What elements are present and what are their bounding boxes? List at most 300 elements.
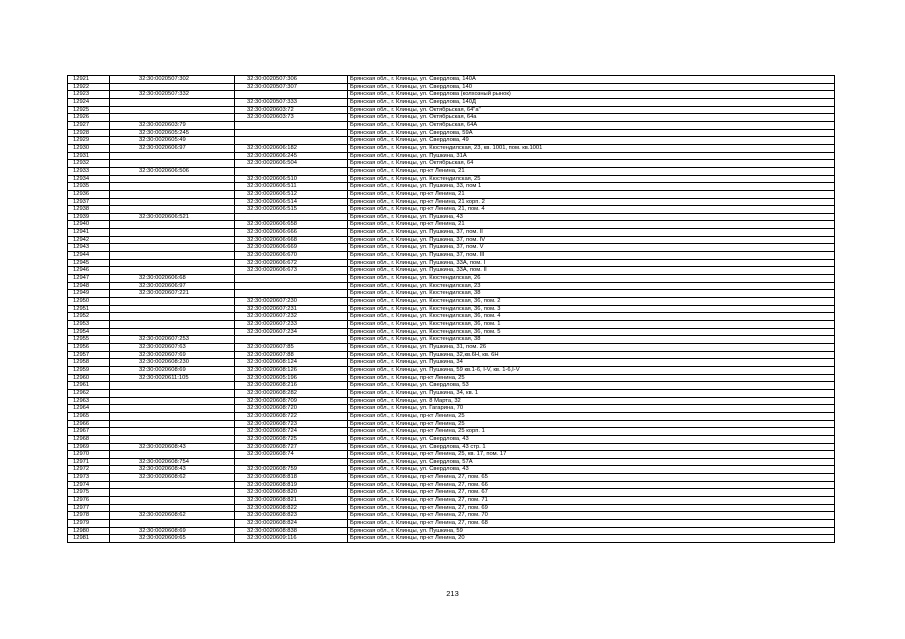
table-row [68,474,835,482]
table-row [68,298,835,306]
cadastral-number: 32:30:0020606:97 [110,144,235,152]
table-row [68,466,835,474]
table-body [68,76,835,543]
cadastral-number [110,504,235,512]
row-number: 12941 [68,229,110,237]
address-cell: Брянская обл., г. Клинцы, ул. Свердлова, 57А [348,458,835,466]
cadastral-number [110,298,235,306]
cadastral-number [110,481,235,489]
object-cadastral-number: 32:30:0020606:515 [235,206,348,214]
row-number: 12981 [68,535,110,543]
table-row [68,343,835,351]
table-row [68,290,835,298]
cadastral-number [110,252,235,260]
address-cell: Брянская обл., г. Клинцы, ул. Пушкина, 37, пом. III [348,252,835,260]
row-number: 12925 [68,106,110,114]
address-cell: Брянская обл., г. Клинцы, ул. Свердлова (колхозный рынок) [348,91,835,99]
object-cadastral-number: 32:30:0020607:231 [235,305,348,313]
row-number: 12922 [68,83,110,91]
cadastral-number: 32:30:0020605:245 [110,129,235,137]
object-cadastral-number: 32:30:0020606:673 [235,267,348,275]
address-cell: Брянская обл., г. Клинцы, пр-кт Ленина, 27, пом. 66 [348,481,835,489]
object-cadastral-number: 32:30:0020608:282 [235,389,348,397]
object-cadastral-number [235,458,348,466]
object-cadastral-number: 32:30:0020608:722 [235,412,348,420]
cadastral-number: 32:30:0020608:754 [110,458,235,466]
address-cell: Брянская обл., г. Клинцы, ул. Кюстендилская, 36, пом. 3 [348,305,835,313]
row-number: 12932 [68,160,110,168]
table-row [68,397,835,405]
address-cell: Брянская обл., г. Клинцы, пр-кт Ленина, 21, пом. 4 [348,206,835,214]
address-cell: Брянская обл., г. Клинцы, пр-кт Ленина, 25 корп. 1 [348,428,835,436]
cadastral-number [110,451,235,459]
address-cell: Брянская обл., г. Клинцы, пр-кт Ленина, 27, пом. 69 [348,504,835,512]
row-number: 12960 [68,374,110,382]
table-row [68,351,835,359]
address-cell: Брянская обл., г. Клинцы, ул. Октябрьская, 64 [348,160,835,168]
table-row [68,313,835,321]
address-cell: Брянская обл., г. Клинцы, ул. Кюстендилская, 23, кв. 1001, пом. кв.1001 [348,144,835,152]
address-cell: Брянская обл., г. Клинцы, ул. Кюстендилская, 26 [348,275,835,283]
cadastral-number: 32:30:0020608:69 [110,366,235,374]
object-cadastral-number: 32:30:0020608:74 [235,451,348,459]
object-cadastral-number: 32:30:0020608:724 [235,428,348,436]
object-cadastral-number: 32:30:0020608:720 [235,405,348,413]
object-cadastral-number: 32:30:0020606:514 [235,198,348,206]
object-cadastral-number: 32:30:0020606:666 [235,229,348,237]
cadastral-number: 32:30:0020603:79 [110,121,235,129]
cadastral-number [110,175,235,183]
cadastral-number [110,497,235,505]
address-cell: Брянская обл., г. Клинцы, ул. Свердлова, 43 стр. 1 [348,443,835,451]
table-row [68,129,835,137]
object-cadastral-number: 32:30:0020608:838 [235,527,348,535]
table-row [68,121,835,129]
row-number: 12951 [68,305,110,313]
row-number: 12969 [68,443,110,451]
object-cadastral-number: 32:30:0020606:672 [235,259,348,267]
row-number: 12948 [68,282,110,290]
table-row [68,83,835,91]
object-cadastral-number [235,290,348,298]
cadastral-number: 32:30:0020606:506 [110,167,235,175]
cadastral-number [110,229,235,237]
object-cadastral-number: 32:30:0020606:510 [235,175,348,183]
address-cell: Брянская обл., г. Клинцы, пр-кт Ленина, 25, кв. 17, пом. 17 [348,451,835,459]
table-row [68,106,835,114]
row-number: 12924 [68,98,110,106]
table-row [68,504,835,512]
object-cadastral-number [235,167,348,175]
row-number: 12973 [68,474,110,482]
table-row [68,412,835,420]
object-cadastral-number: 32:30:0020608:819 [235,481,348,489]
address-cell: Брянская обл., г. Клинцы, пр-кт Ленина, 21 [348,190,835,198]
table-row [68,198,835,206]
row-number: 12949 [68,290,110,298]
table-row [68,527,835,535]
row-number: 12947 [68,275,110,283]
address-cell: Брянская обл., г. Клинцы, ул. Пушкина, 37, пом. IV [348,236,835,244]
cadastral-number: 32:30:0020507:332 [110,91,235,99]
object-cadastral-number: 32:30:0020507:333 [235,98,348,106]
table-row [68,305,835,313]
address-cell: Брянская обл., г. Клинцы, ул. Кюстендилская, 36, пом. 4 [348,313,835,321]
address-cell: Брянская обл., г. Клинцы, ул. Пушкина, 59 кв.1-6, I-V, кв. 1-6,I-V [348,366,835,374]
table-row [68,167,835,175]
cadastral-number [110,183,235,191]
row-number: 12936 [68,190,110,198]
cadastral-number [110,420,235,428]
cadastral-number: 32:30:0020606:97 [110,282,235,290]
table-row [68,359,835,367]
table-row [68,458,835,466]
object-cadastral-number [235,91,348,99]
row-number: 12952 [68,313,110,321]
cadastral-number [110,405,235,413]
address-cell: Брянская обл., г. Клинцы, ул. Кюстендилская, 38 [348,336,835,344]
address-cell: Брянская обл., г. Клинцы, ул. Пушкина, 32,кв.6Н, кв. 6Н [348,351,835,359]
table-row [68,282,835,290]
row-number: 12945 [68,259,110,267]
cadastral-number: 32:30:0020611:105 [110,374,235,382]
object-cadastral-number: 32:30:0020609:116 [235,535,348,543]
table-row [68,160,835,168]
object-cadastral-number: 32:30:0020608:126 [235,366,348,374]
cadastral-number [110,198,235,206]
table-row [68,336,835,344]
address-cell: Брянская обл., г. Клинцы, ул. Кюстендилская, 38 [348,290,835,298]
table-row [68,275,835,283]
cadastral-number [110,389,235,397]
address-cell: Брянская обл., г. Клинцы, ул. Кюстендилская, 36, пом. 2 [348,298,835,306]
cadastral-number: 32:30:0020608:230 [110,359,235,367]
address-cell: Брянская обл., г. Клинцы, ул. Свердлова, 140Д [348,98,835,106]
address-cell: Брянская обл., г. Клинцы, пр-кт Ленина, 25 [348,420,835,428]
row-number: 12930 [68,144,110,152]
object-cadastral-number [235,336,348,344]
table-row [68,152,835,160]
address-cell: Брянская обл., г. Клинцы, пр-кт Ленина, 21 корп. 2 [348,198,835,206]
object-cadastral-number: 32:30:0020606:669 [235,244,348,252]
address-cell: Брянская обл., г. Клинцы, ул. Пушкина, 34, кв. 1 [348,389,835,397]
table-row [68,91,835,99]
object-cadastral-number: 32:30:0020608:725 [235,435,348,443]
cadastral-number: 32:30:0020607:221 [110,290,235,298]
table-row [68,497,835,505]
table-row [68,137,835,145]
row-number: 12953 [68,321,110,329]
row-number: 12942 [68,236,110,244]
cadastral-number [110,520,235,528]
table-row [68,435,835,443]
address-cell: Брянская обл., г. Клинцы, ул. Пушкина, 34 [348,359,835,367]
table-row [68,366,835,374]
row-number: 12980 [68,527,110,535]
address-cell: Брянская обл., г. Клинцы, ул. 8 Марта, 32 [348,397,835,405]
row-number: 12940 [68,221,110,229]
object-cadastral-number: 32:30:0020608:820 [235,489,348,497]
object-cadastral-number: 32:30:0020606:668 [235,236,348,244]
address-cell: Брянская обл., г. Клинцы, ул. Октябрьская, 64а [348,114,835,122]
row-number: 12929 [68,137,110,145]
row-number: 12928 [68,129,110,137]
cadastral-number: 32:30:0020608:62 [110,474,235,482]
table-row [68,420,835,428]
row-number: 12939 [68,213,110,221]
cadastral-number [110,98,235,106]
row-number: 12923 [68,91,110,99]
address-cell: Брянская обл., г. Клинцы, ул. Кюстендилская, 25 [348,175,835,183]
table-row [68,328,835,336]
row-number: 12979 [68,520,110,528]
table-row [68,481,835,489]
table-row [68,451,835,459]
address-cell: Брянская обл., г. Клинцы, ул. Свердлова, 43 [348,466,835,474]
row-number: 12956 [68,343,110,351]
cadastral-number: 32:30:0020606:521 [110,213,235,221]
table-row [68,213,835,221]
object-cadastral-number: 32:30:0020608:759 [235,466,348,474]
row-number: 12978 [68,512,110,520]
table-row [68,405,835,413]
address-cell: Брянская обл., г. Клинцы, ул. Пушкина, 59 [348,527,835,535]
cadastral-number: 32:30:0020607:253 [110,336,235,344]
object-cadastral-number: 32:30:0020606:512 [235,190,348,198]
row-number: 12955 [68,336,110,344]
cadastral-number: 32:30:0020608:62 [110,512,235,520]
address-cell: Брянская обл., г. Клинцы, ул. Свердлова, 53 [348,382,835,390]
cadastral-number [110,489,235,497]
row-number: 12944 [68,252,110,260]
object-cadastral-number: 32:30:0020607:234 [235,328,348,336]
address-cell: Брянская обл., г. Клинцы, ул. Кюстендилская, 23 [348,282,835,290]
address-cell: Брянская обл., г. Клинцы, ул. Свердлова, 140А [348,76,835,84]
object-cadastral-number: 32:30:0020607:233 [235,321,348,329]
object-cadastral-number: 32:30:0020507:307 [235,83,348,91]
cadastral-number [110,412,235,420]
cadastral-table [67,75,835,543]
table-row [68,382,835,390]
address-cell: Брянская обл., г. Клинцы, ул. Гагарина, 70 [348,405,835,413]
cadastral-number: 32:30:0020607:69 [110,351,235,359]
object-cadastral-number: 32:30:0020608:823 [235,512,348,520]
row-number: 12963 [68,397,110,405]
object-cadastral-number: 32:30:0020603:72 [235,106,348,114]
object-cadastral-number: 32:30:0020608:723 [235,420,348,428]
row-number: 12950 [68,298,110,306]
cadastral-number: 32:30:0020608:69 [110,527,235,535]
object-cadastral-number [235,137,348,145]
object-cadastral-number: 32:30:0020608:818 [235,474,348,482]
table-row [68,175,835,183]
row-number: 12931 [68,152,110,160]
object-cadastral-number: 32:30:0020607:230 [235,298,348,306]
address-cell: Брянская обл., г. Клинцы, пр-кт Ленина, 20 [348,535,835,543]
page-number: 213 [446,589,459,598]
object-cadastral-number: 32:30:0020606:670 [235,252,348,260]
address-cell: Брянская обл., г. Клинцы, ул. Пушкина, 31, пом. 26 [348,343,835,351]
row-number: 12965 [68,412,110,420]
address-cell: Брянская обл., г. Клинцы, ул. Пушкина, 33, пом 1 [348,183,835,191]
cadastral-number: 32:30:0020607:63 [110,343,235,351]
object-cadastral-number: 32:30:0020603:73 [235,114,348,122]
table-row [68,321,835,329]
address-cell: Брянская обл., г. Клинцы, ул. Пушкина, 31А [348,152,835,160]
object-cadastral-number [235,121,348,129]
row-number: 12934 [68,175,110,183]
cadastral-number [110,114,235,122]
address-cell: Брянская обл., г. Клинцы, ул. Кюстендилская, 36, пом. 5 [348,328,835,336]
row-number: 12921 [68,76,110,84]
address-cell: Брянская обл., г. Клинцы, ул. Пушкина, 43 [348,213,835,221]
object-cadastral-number [235,129,348,137]
address-cell: Брянская обл., г. Клинцы, ул. Пушкина, 33А, пом. II [348,267,835,275]
object-cadastral-number: 32:30:0020607:85 [235,343,348,351]
address-cell: Брянская обл., г. Клинцы, пр-кт Ленина, 27, пом. 70 [348,512,835,520]
table-row [68,520,835,528]
cadastral-number [110,106,235,114]
address-cell: Брянская обл., г. Клинцы, пр-кт Ленина, 25 [348,412,835,420]
table-row [68,267,835,275]
object-cadastral-number: 32:30:0020606:658 [235,221,348,229]
cadastral-number [110,382,235,390]
row-number: 12962 [68,389,110,397]
table-row [68,76,835,84]
table-row [68,236,835,244]
object-cadastral-number: 32:30:0020606:504 [235,160,348,168]
row-number: 12964 [68,405,110,413]
address-cell: Брянская обл., г. Клинцы, пр-кт Ленина, 27, пом. 65 [348,474,835,482]
cadastral-number [110,435,235,443]
table-row [68,98,835,106]
address-cell: Брянская обл., г. Клинцы, ул. Свердлова, 49 [348,137,835,145]
object-cadastral-number: 32:30:0020607:232 [235,313,348,321]
cadastral-number [110,244,235,252]
row-number: 12957 [68,351,110,359]
cadastral-number [110,160,235,168]
row-number: 12933 [68,167,110,175]
cadastral-number [110,206,235,214]
row-number: 12974 [68,481,110,489]
object-cadastral-number: 32:30:0020608:824 [235,520,348,528]
row-number: 12970 [68,451,110,459]
address-cell: Брянская обл., г. Клинцы, ул. Свердлова, 59А [348,129,835,137]
address-cell: Брянская обл., г. Клинцы, ул. Свердлова, 140 [348,83,835,91]
table-row [68,489,835,497]
cadastral-number [110,328,235,336]
table-row [68,190,835,198]
object-cadastral-number: 32:30:0020608:727 [235,443,348,451]
row-number: 12946 [68,267,110,275]
row-number: 12958 [68,359,110,367]
cadastral-number [110,428,235,436]
cadastral-number [110,190,235,198]
cadastral-number [110,152,235,160]
row-number: 12927 [68,121,110,129]
table-row [68,244,835,252]
address-cell: Брянская обл., г. Клинцы, пр-кт Ленина, 27, пом. 68 [348,520,835,528]
address-cell: Брянская обл., г. Клинцы, ул. Пушкина, 33А, пом. I [348,259,835,267]
row-number: 12954 [68,328,110,336]
object-cadastral-number: 32:30:0020606:245 [235,152,348,160]
row-number: 12961 [68,382,110,390]
address-cell: Брянская обл., г. Клинцы, ул. Октябрьская, 64"а" [348,106,835,114]
object-cadastral-number: 32:30:0020608:216 [235,382,348,390]
table-row [68,428,835,436]
object-cadastral-number: 32:30:0020606:182 [235,144,348,152]
table-row [68,114,835,122]
row-number: 12938 [68,206,110,214]
cadastral-number [110,236,235,244]
address-cell: Брянская обл., г. Клинцы, ул. Пушкина, 37, пом. V [348,244,835,252]
table-row [68,535,835,543]
row-number: 12977 [68,504,110,512]
address-cell: Брянская обл., г. Клинцы, пр-кт Ленина, 25 [348,374,835,382]
object-cadastral-number [235,275,348,283]
cadastral-number [110,221,235,229]
object-cadastral-number: 32:30:0020608:822 [235,504,348,512]
address-cell: Брянская обл., г. Клинцы, ул. Октябрьская, 64А [348,121,835,129]
row-number: 12966 [68,420,110,428]
object-cadastral-number: 32:30:0020606:511 [235,183,348,191]
object-cadastral-number: 32:30:0020608:709 [235,397,348,405]
address-cell: Брянская обл., г. Клинцы, пр-кт Ленина, 21 [348,167,835,175]
table-row [68,252,835,260]
cadastral-number [110,305,235,313]
table-row [68,229,835,237]
table-row [68,259,835,267]
row-number: 12968 [68,435,110,443]
row-number: 12959 [68,366,110,374]
cadastral-number [110,83,235,91]
cadastral-number [110,321,235,329]
cadastral-number: 32:30:0020507:302 [110,76,235,84]
address-cell: Брянская обл., г. Клинцы, пр-кт Ленина, 27, пом. 67 [348,489,835,497]
row-number: 12971 [68,458,110,466]
address-cell: Брянская обл., г. Клинцы, пр-кт Ленина, 21 [348,221,835,229]
cadastral-number [110,397,235,405]
row-number: 12975 [68,489,110,497]
table-row [68,144,835,152]
row-number: 12967 [68,428,110,436]
address-cell: Брянская обл., г. Клинцы, ул. Свердлова, 43 [348,435,835,443]
address-cell: Брянская обл., г. Клинцы, ул. Пушкина, 37, пом. II [348,229,835,237]
table-row [68,389,835,397]
cadastral-number [110,313,235,321]
object-cadastral-number [235,213,348,221]
object-cadastral-number [235,282,348,290]
address-cell: Брянская обл., г. Клинцы, ул. Кюстендилская, 36, пом. 1 [348,321,835,329]
cadastral-number: 32:30:0020606:68 [110,275,235,283]
cadastral-number: 32:30:0020609:65 [110,535,235,543]
cadastral-number: 32:30:0020608:43 [110,443,235,451]
row-number: 12926 [68,114,110,122]
table-row [68,183,835,191]
object-cadastral-number: 32:30:0020605:196 [235,374,348,382]
table-row [68,206,835,214]
cadastral-number: 32:30:0020608:43 [110,466,235,474]
table-row [68,374,835,382]
object-cadastral-number: 32:30:0020507:306 [235,76,348,84]
address-cell: Брянская обл., г. Клинцы, пр-кт Ленина, 27, пом. 71 [348,497,835,505]
object-cadastral-number: 32:30:0020607:88 [235,351,348,359]
row-number: 12976 [68,497,110,505]
cadastral-number [110,259,235,267]
row-number: 12972 [68,466,110,474]
row-number: 12937 [68,198,110,206]
table-row [68,443,835,451]
